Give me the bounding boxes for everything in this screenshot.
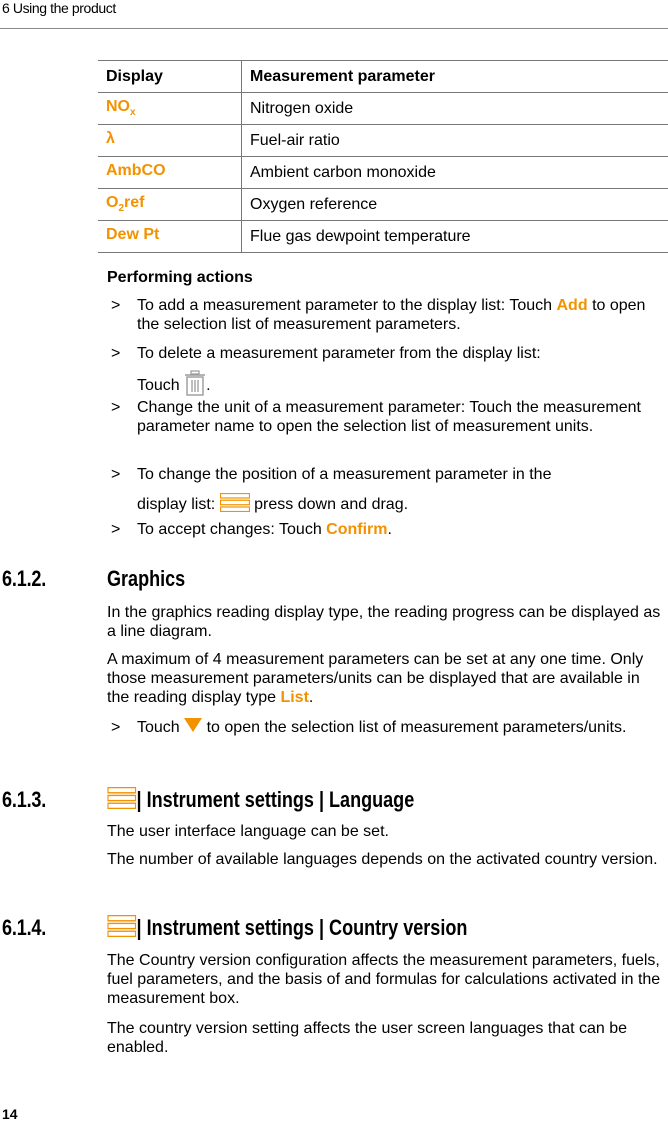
page-number: 14: [2, 1106, 18, 1122]
section-title: | Instrument settings | Country version: [107, 915, 467, 941]
trash-icon: [184, 370, 206, 396]
list-key: List: [280, 689, 309, 706]
paragraph: In the graphics reading display type, the reading progress can be displayed as a line diagram.: [107, 604, 661, 640]
parameter-name: Flue gas dewpoint temperature: [242, 221, 668, 253]
paragraph: The number of available languages depends on the activated country version.: [107, 851, 658, 868]
down-arrow-icon: [184, 718, 202, 732]
paragraph: A maximum of 4 measurement parameters can be set at any one time. Only those measurement parameters/units can be displayed that are available in the reading display type List.: [107, 651, 644, 706]
menu-icon: [220, 493, 250, 512]
paragraph: The Country version configuration affects the measurement parameters, fuels, fuel parameters, and the basis of and formulas for calculations activated in the measurement box.: [107, 952, 661, 1007]
actions-heading: Performing actions: [107, 269, 253, 286]
confirm-key: Confirm: [326, 521, 388, 538]
chapter-title: 6 Using the product: [2, 0, 116, 16]
display-code: Dew Pt: [98, 221, 242, 253]
measurement-parameter-table: [98, 60, 668, 253]
parameter-name: Fuel-air ratio: [242, 125, 668, 157]
column-header-parameter: Measurement parameter: [242, 61, 668, 93]
menu-icon: [107, 787, 137, 809]
table-header-row: [98, 61, 668, 93]
parameter-name: Ambient carbon monoxide: [242, 157, 668, 189]
table-row: [98, 221, 668, 253]
section-number: 6.1.2.: [2, 566, 47, 591]
paragraph: The country version setting affects the user screen languages that can be enabled.: [107, 1020, 628, 1056]
table-row: [98, 93, 668, 125]
display-code: $O_2ref$: [98, 189, 242, 221]
parameter-name: Nitrogen oxide: [242, 93, 668, 125]
section-number: 6.1.4.: [2, 915, 47, 940]
section-title: | Instrument settings | Language: [107, 787, 414, 813]
paragraph: The user interface language can be set.: [107, 823, 389, 840]
menu-icon: [107, 915, 137, 937]
parameter-name: Oxygen reference: [242, 189, 668, 221]
add-key: Add: [556, 297, 588, 314]
page-header: [0, 0, 668, 29]
display-code: $NO_x$: [98, 93, 242, 125]
section-number: 6.1.3.: [2, 787, 47, 812]
table-row: [98, 125, 668, 157]
display-code: AmbCO: [98, 157, 242, 189]
column-header-display: Display: [98, 61, 242, 93]
table-row: [98, 157, 668, 189]
table-row: [98, 189, 668, 221]
display-code: λ: [98, 125, 242, 157]
section-title: Graphics: [107, 566, 186, 591]
